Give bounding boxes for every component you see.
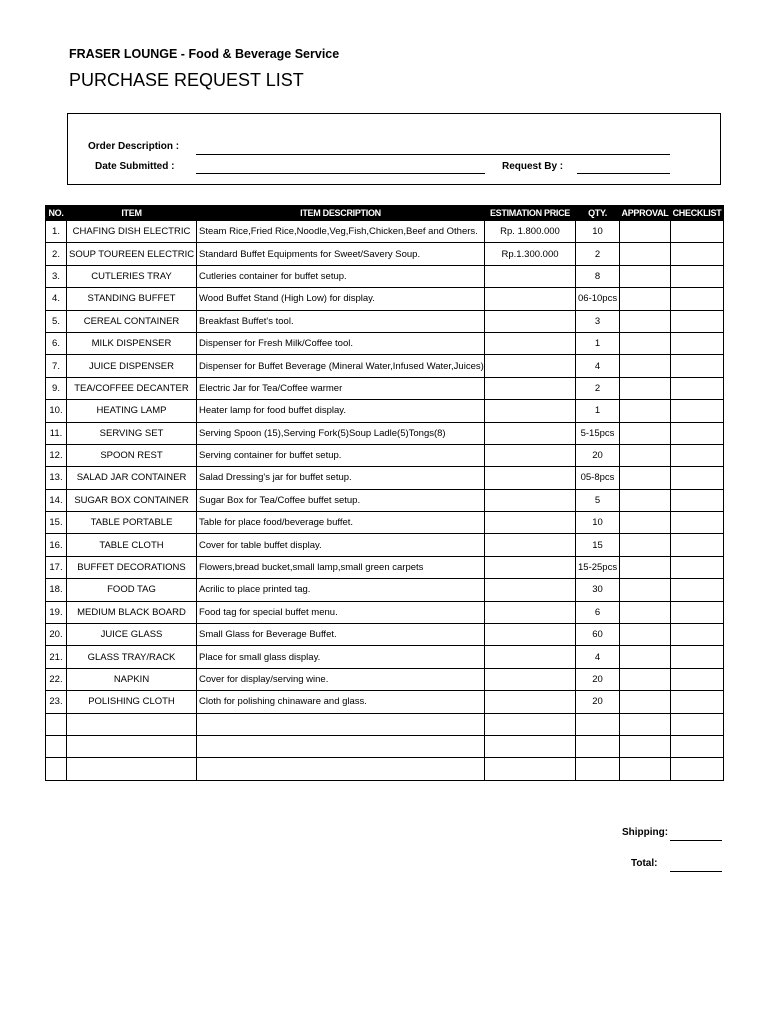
row-approval-cell[interactable]: [620, 556, 671, 578]
row-approval-cell[interactable]: [620, 668, 671, 690]
total-label: Total:: [631, 858, 658, 869]
row-number: 10.: [46, 400, 67, 422]
row-description: Dispenser for Buffet Beverage (Mineral Water,Infused Water,Juices): [197, 355, 485, 377]
column-header-qty: QTY.: [576, 206, 620, 221]
table-row: [46, 579, 724, 601]
row-description: Breakfast Buffet's tool.: [197, 310, 485, 332]
date-submitted-label: Date Submitted :: [95, 161, 175, 172]
row-checklist-cell[interactable]: [671, 310, 724, 332]
row-description: Flowers,bread bucket,small lamp,small green carpets: [197, 556, 485, 578]
table-row: [46, 691, 724, 713]
row-price: [485, 444, 576, 466]
table-row: [46, 377, 724, 399]
table-row: [46, 646, 724, 668]
row-item: SALAD JAR CONTAINER: [67, 467, 197, 489]
row-number: 22.: [46, 668, 67, 690]
table-row: [46, 624, 724, 646]
table-row: [46, 400, 724, 422]
table-row: [46, 556, 724, 578]
row-price: [485, 512, 576, 534]
row-qty: 10: [576, 221, 620, 243]
row-qty: 30: [576, 579, 620, 601]
row-checklist-cell[interactable]: [671, 691, 724, 713]
empty-cell[interactable]: [46, 758, 67, 780]
empty-cell[interactable]: [197, 713, 485, 735]
table-row: [46, 534, 724, 556]
table-row: [46, 668, 724, 690]
row-approval-cell[interactable]: [620, 601, 671, 623]
row-qty: 06-10pcs: [576, 288, 620, 310]
row-description: Cloth for polishing chinaware and glass.: [197, 691, 485, 713]
row-item: HEATING LAMP: [67, 400, 197, 422]
row-checklist-cell[interactable]: [671, 355, 724, 377]
table-row: [46, 310, 724, 332]
row-qty: 8: [576, 265, 620, 287]
table-row: [46, 265, 724, 287]
row-description: Steam Rice,Fried Rice,Noodle,Veg,Fish,Chicken,Beef and Others.: [197, 221, 485, 243]
empty-cell[interactable]: [576, 735, 620, 757]
row-qty: 1: [576, 400, 620, 422]
row-number: 1.: [46, 221, 67, 243]
row-approval-cell[interactable]: [620, 534, 671, 556]
row-qty: 5: [576, 489, 620, 511]
row-approval-cell[interactable]: [620, 332, 671, 354]
row-item: TABLE PORTABLE: [67, 512, 197, 534]
row-description: Dispenser for Fresh Milk/Coffee tool.: [197, 332, 485, 354]
row-qty: 2: [576, 377, 620, 399]
row-number: 20.: [46, 624, 67, 646]
table-row: [46, 467, 724, 489]
row-price: [485, 332, 576, 354]
row-item: MEDIUM BLACK BOARD: [67, 601, 197, 623]
empty-table-row: [46, 713, 724, 735]
row-price: [485, 310, 576, 332]
row-approval-cell[interactable]: [620, 624, 671, 646]
order-description-field[interactable]: [196, 154, 670, 155]
row-checklist-cell[interactable]: [671, 400, 724, 422]
row-price: [485, 355, 576, 377]
row-qty: 20: [576, 444, 620, 466]
row-price: [485, 556, 576, 578]
empty-cell[interactable]: [485, 758, 576, 780]
row-description: Cover for table buffet display.: [197, 534, 485, 556]
table-row: [46, 243, 724, 265]
row-approval-cell[interactable]: [620, 377, 671, 399]
shipping-label: Shipping:: [622, 827, 669, 838]
row-description: Table for place food/beverage buffet.: [197, 512, 485, 534]
row-description: Sugar Box for Tea/Coffee buffet setup.: [197, 489, 485, 511]
row-qty: 20: [576, 691, 620, 713]
row-price: [485, 377, 576, 399]
row-price: [485, 422, 576, 444]
row-qty: 20: [576, 668, 620, 690]
row-checklist-cell[interactable]: [671, 288, 724, 310]
table-row: [46, 489, 724, 511]
row-qty: 10: [576, 512, 620, 534]
total-field[interactable]: [670, 871, 722, 872]
shipping-field[interactable]: [670, 840, 722, 841]
empty-cell[interactable]: [576, 713, 620, 735]
row-checklist-cell[interactable]: [671, 534, 724, 556]
table-header-row: [46, 206, 724, 221]
empty-cell[interactable]: [67, 758, 197, 780]
row-price: [485, 489, 576, 511]
row-approval-cell[interactable]: [620, 422, 671, 444]
row-description: Cutleries container for buffet setup.: [197, 265, 485, 287]
row-price: [485, 467, 576, 489]
table-row: [46, 221, 724, 243]
row-checklist-cell[interactable]: [671, 601, 724, 623]
table-row: [46, 355, 724, 377]
row-item: MILK DISPENSER: [67, 332, 197, 354]
row-approval-cell[interactable]: [620, 288, 671, 310]
empty-cell[interactable]: [485, 713, 576, 735]
row-checklist-cell[interactable]: [671, 444, 724, 466]
row-item: POLISHING CLOTH: [67, 691, 197, 713]
row-item: GLASS TRAY/RACK: [67, 646, 197, 668]
row-item: JUICE DISPENSER: [67, 355, 197, 377]
row-description: Electric Jar for Tea/Coffee warmer: [197, 377, 485, 399]
empty-table-row: [46, 758, 724, 780]
row-description: Serving Spoon (15),Serving Fork(5)Soup Ladle(5)Tongs(8): [197, 422, 485, 444]
table-row: [46, 444, 724, 466]
row-checklist-cell[interactable]: [671, 624, 724, 646]
row-item: CHAFING DISH ELECTRIC: [67, 221, 197, 243]
row-qty: 4: [576, 646, 620, 668]
column-header-no: NO.: [46, 206, 67, 221]
row-approval-cell[interactable]: [620, 512, 671, 534]
row-checklist-cell[interactable]: [671, 377, 724, 399]
row-number: 23.: [46, 691, 67, 713]
row-description: Small Glass for Beverage Buffet.: [197, 624, 485, 646]
row-item: CEREAL CONTAINER: [67, 310, 197, 332]
row-qty: 1: [576, 332, 620, 354]
empty-cell[interactable]: [671, 758, 724, 780]
row-number: 2.: [46, 243, 67, 265]
row-description: Wood Buffet Stand (High Low) for display.: [197, 288, 485, 310]
column-header-item: ITEM: [67, 206, 197, 221]
row-price: [485, 601, 576, 623]
row-checklist-cell[interactable]: [671, 221, 724, 243]
row-checklist-cell[interactable]: [671, 512, 724, 534]
row-price: [485, 624, 576, 646]
row-approval-cell[interactable]: [620, 444, 671, 466]
row-price: [485, 579, 576, 601]
row-qty: 6: [576, 601, 620, 623]
row-number: 19.: [46, 601, 67, 623]
row-approval-cell[interactable]: [620, 579, 671, 601]
row-number: 4.: [46, 288, 67, 310]
row-description: Serving container for buffet setup.: [197, 444, 485, 466]
request-by-field[interactable]: [577, 173, 670, 174]
row-qty: 5-15pcs: [576, 422, 620, 444]
row-item: STANDING BUFFET: [67, 288, 197, 310]
row-approval-cell[interactable]: [620, 310, 671, 332]
row-qty: 60: [576, 624, 620, 646]
row-checklist-cell[interactable]: [671, 489, 724, 511]
row-price: [485, 691, 576, 713]
row-number: 14.: [46, 489, 67, 511]
row-description: Place for small glass display.: [197, 646, 485, 668]
row-number: 7.: [46, 355, 67, 377]
row-price: Rp. 1.800.000: [485, 221, 576, 243]
row-qty: 15-25pcs: [576, 556, 620, 578]
empty-cell[interactable]: [620, 713, 671, 735]
empty-cell[interactable]: [620, 758, 671, 780]
column-header-checklist: CHECKLIST: [671, 206, 724, 221]
row-number: 21.: [46, 646, 67, 668]
row-price: Rp.1.300.000: [485, 243, 576, 265]
purchase-items-table: [45, 205, 724, 781]
column-header-description: ITEM DESCRIPTION: [197, 206, 485, 221]
row-item: SPOON REST: [67, 444, 197, 466]
row-approval-cell[interactable]: [620, 400, 671, 422]
row-qty: 3: [576, 310, 620, 332]
table-row: [46, 422, 724, 444]
empty-cell[interactable]: [46, 713, 67, 735]
row-price: [485, 534, 576, 556]
row-item: NAPKIN: [67, 668, 197, 690]
organization-heading: FRASER LOUNGE - Food & Beverage Service: [69, 47, 340, 61]
row-checklist-cell[interactable]: [671, 243, 724, 265]
row-checklist-cell[interactable]: [671, 332, 724, 354]
row-description: Heater lamp for food buffet display.: [197, 400, 485, 422]
empty-cell[interactable]: [67, 713, 197, 735]
row-price: [485, 646, 576, 668]
empty-cell[interactable]: [485, 735, 576, 757]
empty-cell[interactable]: [576, 758, 620, 780]
row-price: [485, 400, 576, 422]
row-number: 11.: [46, 422, 67, 444]
row-approval-cell[interactable]: [620, 355, 671, 377]
row-checklist-cell[interactable]: [671, 265, 724, 287]
row-number: 5.: [46, 310, 67, 332]
row-description: Cover for display/serving wine.: [197, 668, 485, 690]
row-qty: 2: [576, 243, 620, 265]
order-info-box: [67, 113, 721, 185]
row-checklist-cell[interactable]: [671, 668, 724, 690]
row-number: 16.: [46, 534, 67, 556]
empty-cell[interactable]: [46, 735, 67, 757]
page-title: PURCHASE REQUEST LIST: [69, 70, 304, 90]
row-description: Acrilic to place printed tag.: [197, 579, 485, 601]
request-by-label: Request By :: [502, 161, 564, 172]
row-qty: 4: [576, 355, 620, 377]
table-row: [46, 601, 724, 623]
row-item: SOUP TOUREEN ELECTRIC: [67, 243, 197, 265]
empty-cell[interactable]: [620, 735, 671, 757]
row-item: SUGAR BOX CONTAINER: [67, 489, 197, 511]
empty-cell[interactable]: [671, 735, 724, 757]
row-item: TEA/COFFEE DECANTER: [67, 377, 197, 399]
column-header-price: ESTIMATION PRICE: [485, 206, 576, 221]
row-description: Salad Dressing's jar for buffet setup.: [197, 467, 485, 489]
table-row: [46, 512, 724, 534]
row-approval-cell[interactable]: [620, 691, 671, 713]
row-approval-cell[interactable]: [620, 489, 671, 511]
row-checklist-cell[interactable]: [671, 556, 724, 578]
empty-cell[interactable]: [197, 758, 485, 780]
row-number: 15.: [46, 512, 67, 534]
row-price: [485, 288, 576, 310]
empty-cell[interactable]: [671, 713, 724, 735]
row-number: 6.: [46, 332, 67, 354]
row-item: FOOD TAG: [67, 579, 197, 601]
row-description: Food tag for special buffet menu.: [197, 601, 485, 623]
row-number: 3.: [46, 265, 67, 287]
empty-cell[interactable]: [67, 735, 197, 757]
row-price: [485, 265, 576, 287]
row-item: TABLE CLOTH: [67, 534, 197, 556]
row-item: SERVING SET: [67, 422, 197, 444]
row-description: Standard Buffet Equipments for Sweet/Savery Soup.: [197, 243, 485, 265]
table-row: [46, 288, 724, 310]
column-header-approval: APPROVAL: [620, 206, 671, 221]
row-number: 17.: [46, 556, 67, 578]
row-approval-cell[interactable]: [620, 646, 671, 668]
row-approval-cell[interactable]: [620, 467, 671, 489]
row-approval-cell[interactable]: [620, 221, 671, 243]
row-qty: 15: [576, 534, 620, 556]
row-checklist-cell[interactable]: [671, 467, 724, 489]
row-approval-cell[interactable]: [620, 243, 671, 265]
row-item: JUICE GLASS: [67, 624, 197, 646]
row-checklist-cell[interactable]: [671, 422, 724, 444]
row-qty: 05-8pcs: [576, 467, 620, 489]
row-checklist-cell[interactable]: [671, 646, 724, 668]
row-item: BUFFET DECORATIONS: [67, 556, 197, 578]
row-number: 18.: [46, 579, 67, 601]
row-number: 12.: [46, 444, 67, 466]
table-body: [46, 221, 724, 781]
row-checklist-cell[interactable]: [671, 579, 724, 601]
row-approval-cell[interactable]: [620, 265, 671, 287]
date-submitted-field[interactable]: [196, 173, 485, 174]
row-price: [485, 668, 576, 690]
row-number: 9.: [46, 377, 67, 399]
empty-cell[interactable]: [197, 735, 485, 757]
row-number: 13.: [46, 467, 67, 489]
order-description-label: Order Description :: [88, 141, 180, 152]
table-row: [46, 332, 724, 354]
row-item: CUTLERIES TRAY: [67, 265, 197, 287]
empty-table-row: [46, 735, 724, 757]
